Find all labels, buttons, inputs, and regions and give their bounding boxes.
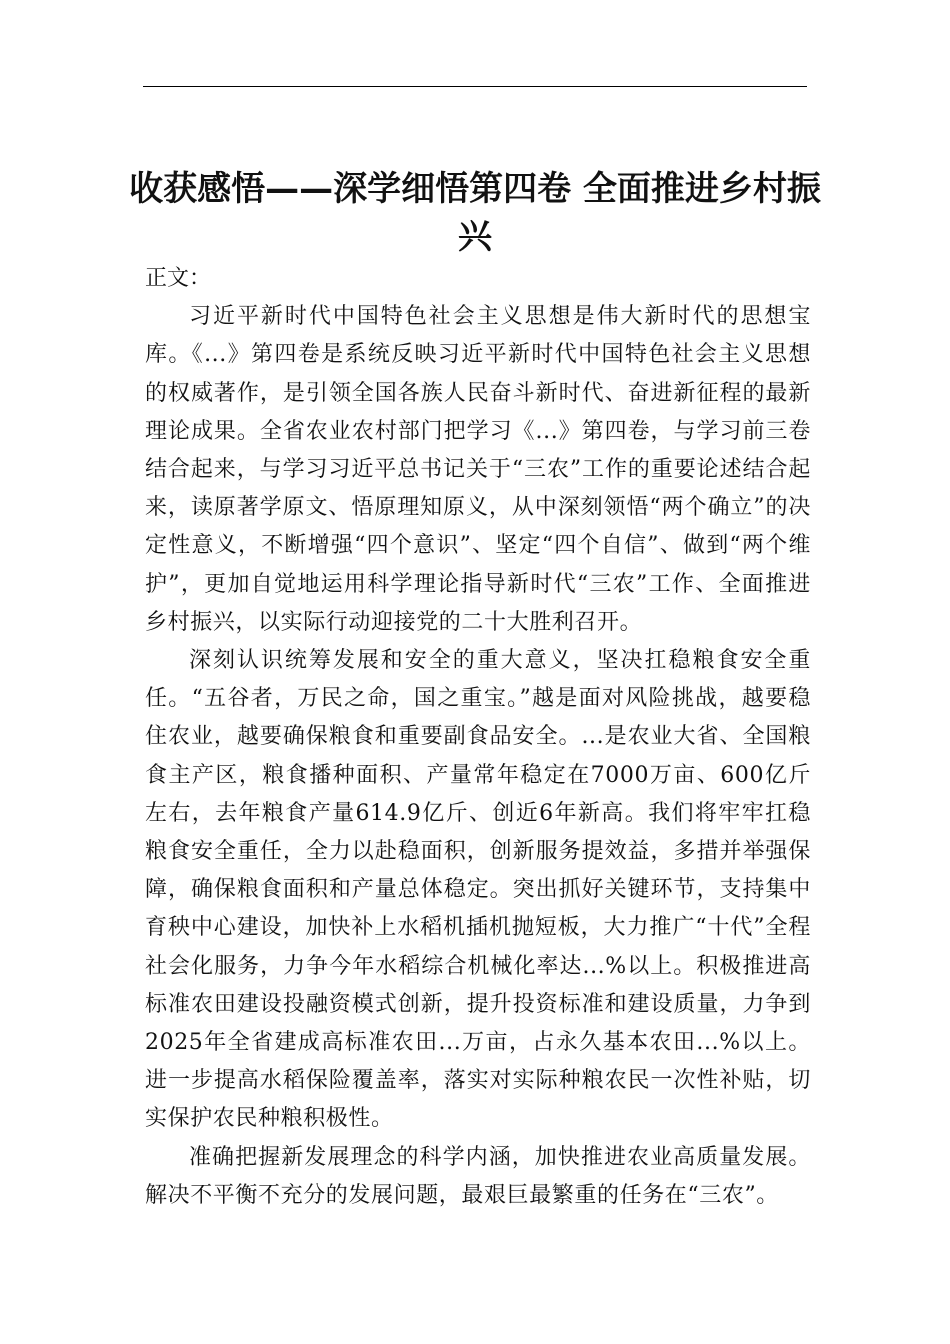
paragraph-1: 习近平新时代中国特色社会主义思想是伟大新时代的思想宝库。《...》第四卷是系统反映习近平新时代中国特色社会主义思想的权威著作，是引领全国各族人民奋斗新时代、奋进新征程的最新理论成果。全省农业农村部门把学习《...》第四卷，与学习前三卷结合起来，与学习习近平总书记关于“三农”工作的重要论述结合起来，读原著学原文、悟原理知原义，从中深刻领悟“两个确立”的决定性意义，不断增强“四个意识”、坚定“四个自信”、做到“两个维护”，更加自觉地运用科学理论指导新时代“三农”工作、全面推进乡村振兴，以实际行动迎接党的二十大胜利召开。 [145,304,811,635]
header-rule [143,86,807,87]
document-body [145,260,811,1215]
body-label: 正文： [145,266,212,291]
paragraph-2: 深刻认识统筹发展和安全的重大意义，坚决扛稳粮食安全重任。“五谷者，万民之命，国之重宝。”越是面对风险挑战，越要稳住农业，越要确保粮食和重要副食品安全。...是农业大省、全国粮食主产区，粮食播种面积、产量常年稳定在7000万亩、600亿斤左右，去年粮食产量614.9亿斤、创近6年新高。我们将牢牢扛稳粮食安全重任，全力以赴稳面积，创新服务提效益，多措并举强保障，确保粮食面积和产量总体稳定。突出抓好关键环节，支持集中育秧中心建设，加快补上水稻机插机抛短板，大力推广“十代”全程社会化服务，力争今年水稻综合机械化率达...%以上。积极推进高标准农田建设投融资模式创新，提升投资标准和建设质量，力争到2025年全省建成高标准农田...万亩，占永久基本农田...%以上。进一步提高水稻保险覆盖率，落实对实际种粮农民一次性补贴，切实保护农民种粮积极性。 [145,648,811,1132]
paragraph-3: 准确把握新发展理念的科学内涵，加快推进农业高质量发展。解决不平衡不充分的发展问题，最艰巨最繁重的任务在“三农”。 [145,1144,811,1208]
document-title: 收获感悟——深学细悟第四卷 全面推进乡村振兴 [129,169,821,257]
